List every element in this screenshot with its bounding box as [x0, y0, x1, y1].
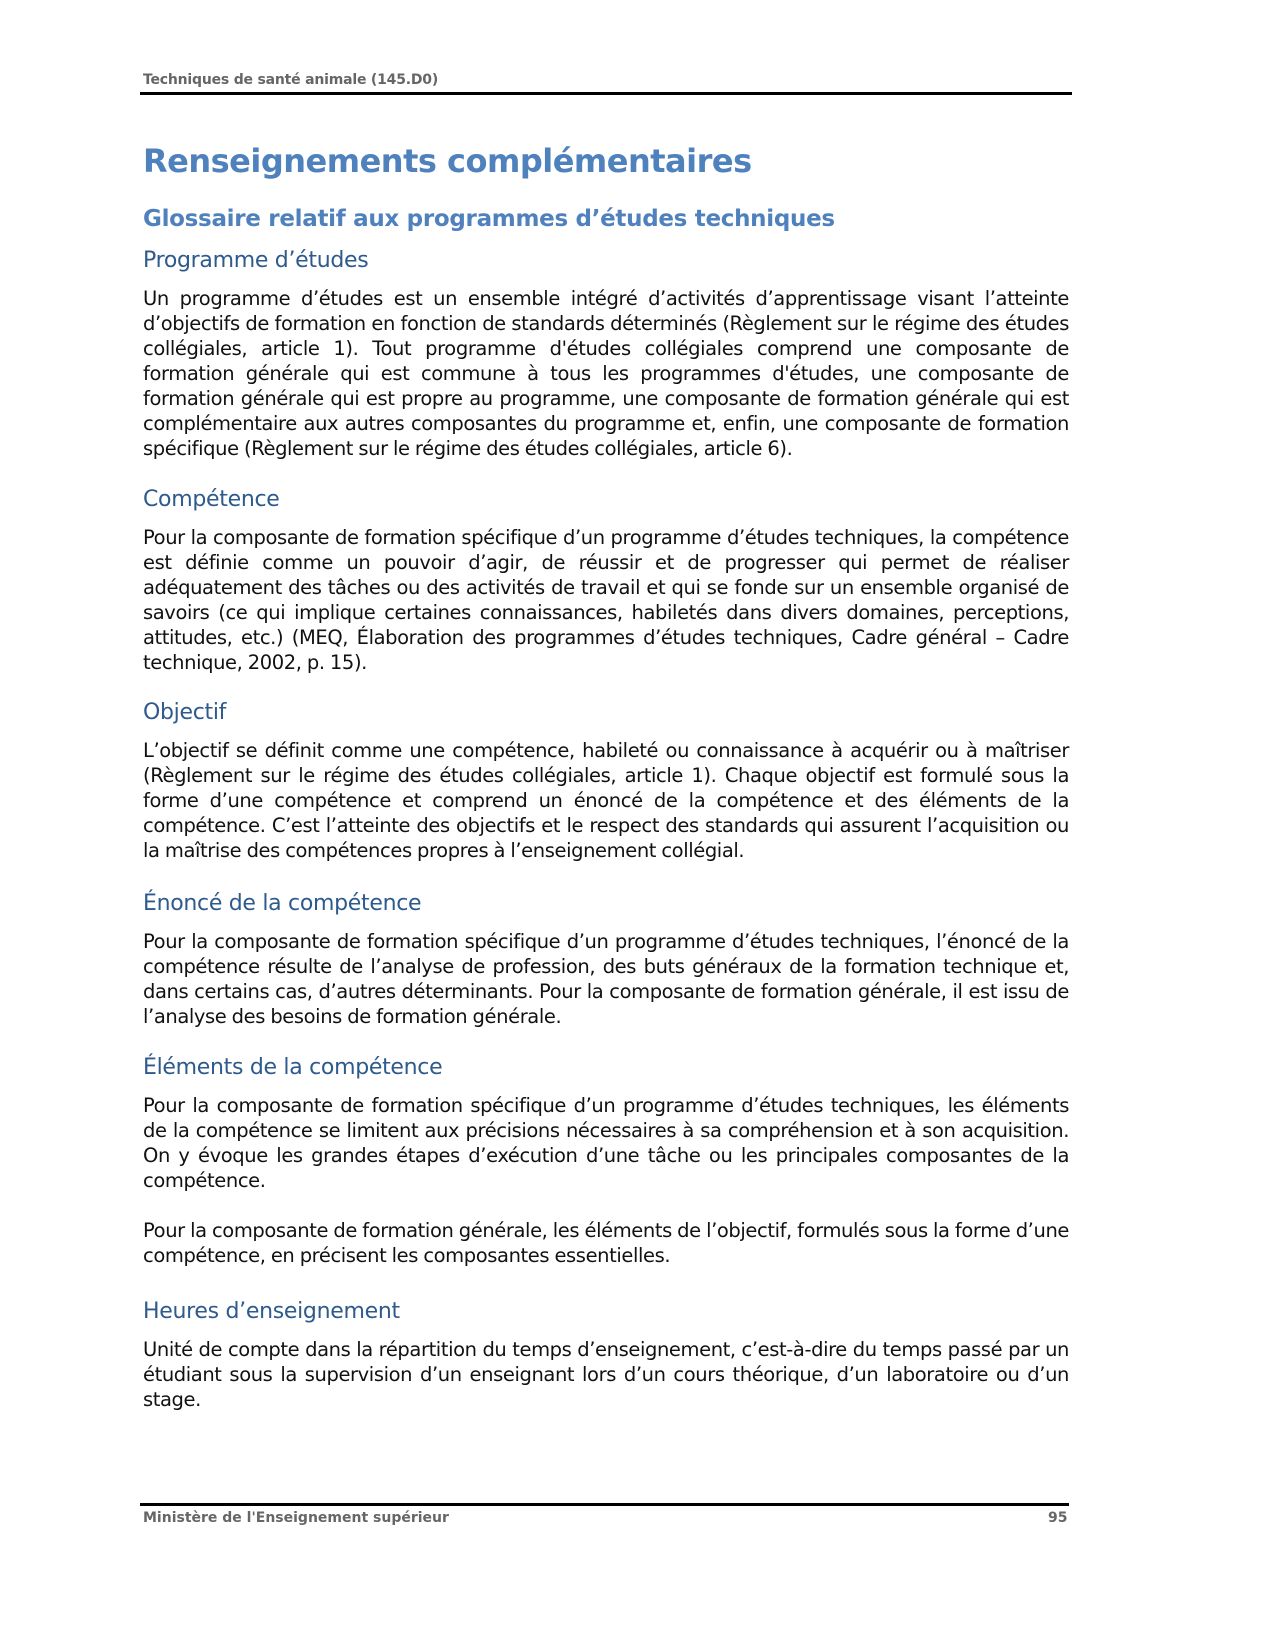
page-number: 95 [1048, 1510, 1068, 1526]
section-paragraph: Pour la composante de formation spécifique d’un programme d’études techniques, la compétence est définie comme un pouvoir d’agir, de réussir et de progresser qui permet de réaliser adéquatement des tâches ou des activités de travail et qui se fonde sur un ensemble organisé de savoirs (ce qui implique certaines connaissances, habiletés dans divers domaines, perceptions, attitudes, etc.) (MEQ, Élaboration des programmes d’études techniques, Cadre général – Cadre technique, 2002, p. 15). [143, 526, 1069, 674]
section-heading: Objectif [143, 700, 227, 725]
section-programme [143, 247, 1069, 461]
section-paragraph: Un programme d’études est un ensemble intégré d’activités d’apprentissage visant l’atteinte d’objectifs de formation en fonction de standards déterminés (Règlement sur le régime des études collégiales, article 1). Tout programme d'études collégiales comprend une composante de formation générale qui est commune à tous les programmes d'études, une composante de formation générale qui est propre au programme, une composante de formation générale qui est complémentaire aux autres composantes du programme et, enfin, une composante de formation spécifique (Règlement sur le régime des études collégiales, article 6). [143, 287, 1069, 460]
section-paragraph: Unité de compte dans la répartition du temps d’enseignement, c’est-à-dire du temps passé par un étudiant sous la supervision d’un enseignant lors d’un cours théorique, d’un laboratoire ou d’un stage. [143, 1338, 1069, 1411]
section-paragraph: L’objectif se définit comme une compétence, habileté ou connaissance à acquérir ou à maîtriser (Règlement sur le régime des études collégiales, article 1). Chaque objectif est formulé sous la forme d’une compétence et comprend un énoncé de la compétence et des éléments de la compétence. C’est l’atteinte des objectifs et le respect des standards qui assurent l’acquisition ou la maîtrise des compétences propres à l’enseignement collégial. [143, 739, 1069, 862]
footer-publisher: Ministère de l'Enseignement supérieur [143, 1510, 449, 1526]
section-heading: Énoncé de la compétence [143, 891, 422, 916]
section-enonce [143, 890, 1069, 1029]
running-header: Techniques de santé animale (145.D0) [143, 72, 439, 88]
section-heading: Éléments de la compétence [143, 1055, 443, 1080]
section-heading: Compétence [143, 487, 280, 512]
section-heading: Programme d’études [143, 248, 369, 273]
section-heading: Heures d’enseignement [143, 1299, 400, 1324]
section-elements [143, 1054, 1069, 1268]
section-paragraph: Pour la composante de formation générale, les éléments de l’objectif, formulés sous la forme d’une compétence, en précisent les composantes essentielles. [143, 1219, 1069, 1267]
section-objectif [143, 699, 1069, 863]
section-paragraph: Pour la composante de formation spécifique d’un programme d’études techniques, les éléments de la compétence se limitent aux précisions nécessaires à sa compréhension et à son acquisition. On y évoque les grandes étapes d’exécution d’une tâche ou les principales composantes de la compétence. [143, 1094, 1069, 1192]
glossary-heading: Glossaire relatif aux programmes d’études techniques [143, 206, 835, 232]
section-competence [143, 486, 1069, 675]
footer-rule [140, 1503, 1069, 1506]
page-title: Renseignements complémentaires [143, 142, 752, 180]
header-rule [140, 92, 1072, 95]
section-heures [143, 1298, 1069, 1412]
section-paragraph: Pour la composante de formation spécifique d’un programme d’études techniques, l’énoncé de la compétence résulte de l’analyse de profession, des buts généraux de la formation technique et, dans certains cas, d’autres déterminants. Pour la composante de formation générale, il est issu de l’analyse des besoins de formation générale. [143, 930, 1069, 1028]
